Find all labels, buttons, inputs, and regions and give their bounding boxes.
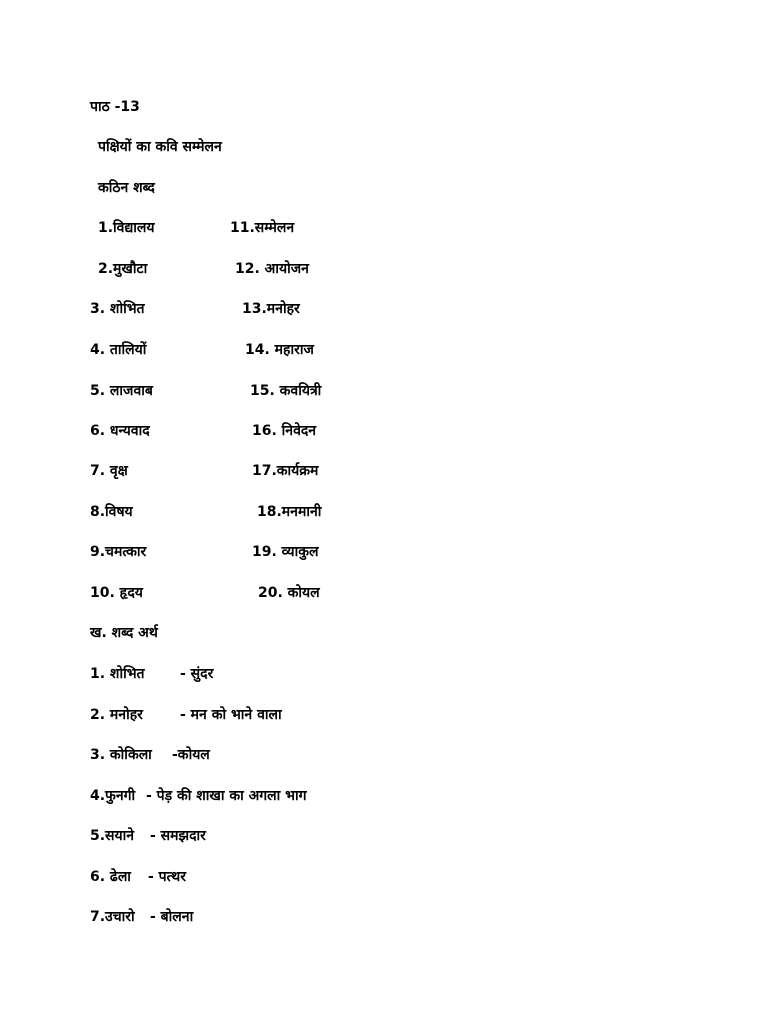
word-item: 7. वृक्ष — [90, 463, 128, 479]
word-item: 17.कार्यक्रम — [252, 463, 319, 479]
word-item: 18.मनमानी — [257, 504, 322, 520]
word-item: 2.मुखौटा — [98, 261, 148, 277]
word-item: 9.चमत्कार — [90, 544, 147, 560]
meaning-word: 5.सयाने — [90, 828, 135, 844]
section-heading-difficult-words: कठिन शब्द — [98, 180, 155, 196]
word-item: 4. तालियों — [90, 342, 147, 358]
meaning-word: 2. मनोहर — [90, 707, 143, 723]
word-item: 19. व्याकुल — [252, 544, 319, 560]
word-item: 14. महाराज — [245, 342, 314, 358]
word-item: 15. कवयित्री — [250, 383, 322, 399]
meaning-text: - सुंदर — [180, 666, 214, 682]
meaning-word: 3. कोकिला — [90, 747, 152, 763]
meaning-word: 7.उचारो — [90, 909, 135, 925]
lesson-title: पक्षियों का कवि सम्मेलन — [98, 139, 222, 155]
meaning-text: - पत्थर — [148, 869, 186, 885]
meaning-text: - बोलना — [150, 909, 194, 925]
lesson-number: पाठ -13 — [90, 99, 140, 115]
meaning-text: - मन को भाने वाला — [180, 707, 282, 723]
meaning-word: 6. ढेला — [90, 869, 131, 885]
word-item: 1.विद्यालय — [98, 220, 155, 236]
word-item: 16. निवेदन — [252, 423, 317, 439]
word-item: 20. कोयल — [258, 585, 320, 601]
word-item: 3. शोभित — [90, 301, 145, 317]
meaning-text: - पेड़ की शाखा का अगला भाग — [146, 788, 307, 804]
meaning-word: 1. शोभित — [90, 666, 145, 682]
meaning-word: 4.फुनगी — [90, 788, 136, 804]
word-item: 11.सम्मेलन — [230, 220, 295, 236]
section-heading-word-meanings: ख. शब्द अर्थ — [90, 625, 158, 641]
word-item: 6. धन्यवाद — [90, 423, 150, 439]
word-item: 13.मनोहर — [242, 301, 300, 317]
meaning-text: -कोयल — [172, 747, 210, 763]
word-item: 8.विषय — [90, 504, 133, 520]
word-item: 12. आयोजन — [235, 261, 309, 277]
meaning-text: - समझदार — [150, 828, 206, 844]
word-item: 10. हृदय — [90, 585, 143, 601]
word-item: 5. लाजवाब — [90, 383, 153, 399]
